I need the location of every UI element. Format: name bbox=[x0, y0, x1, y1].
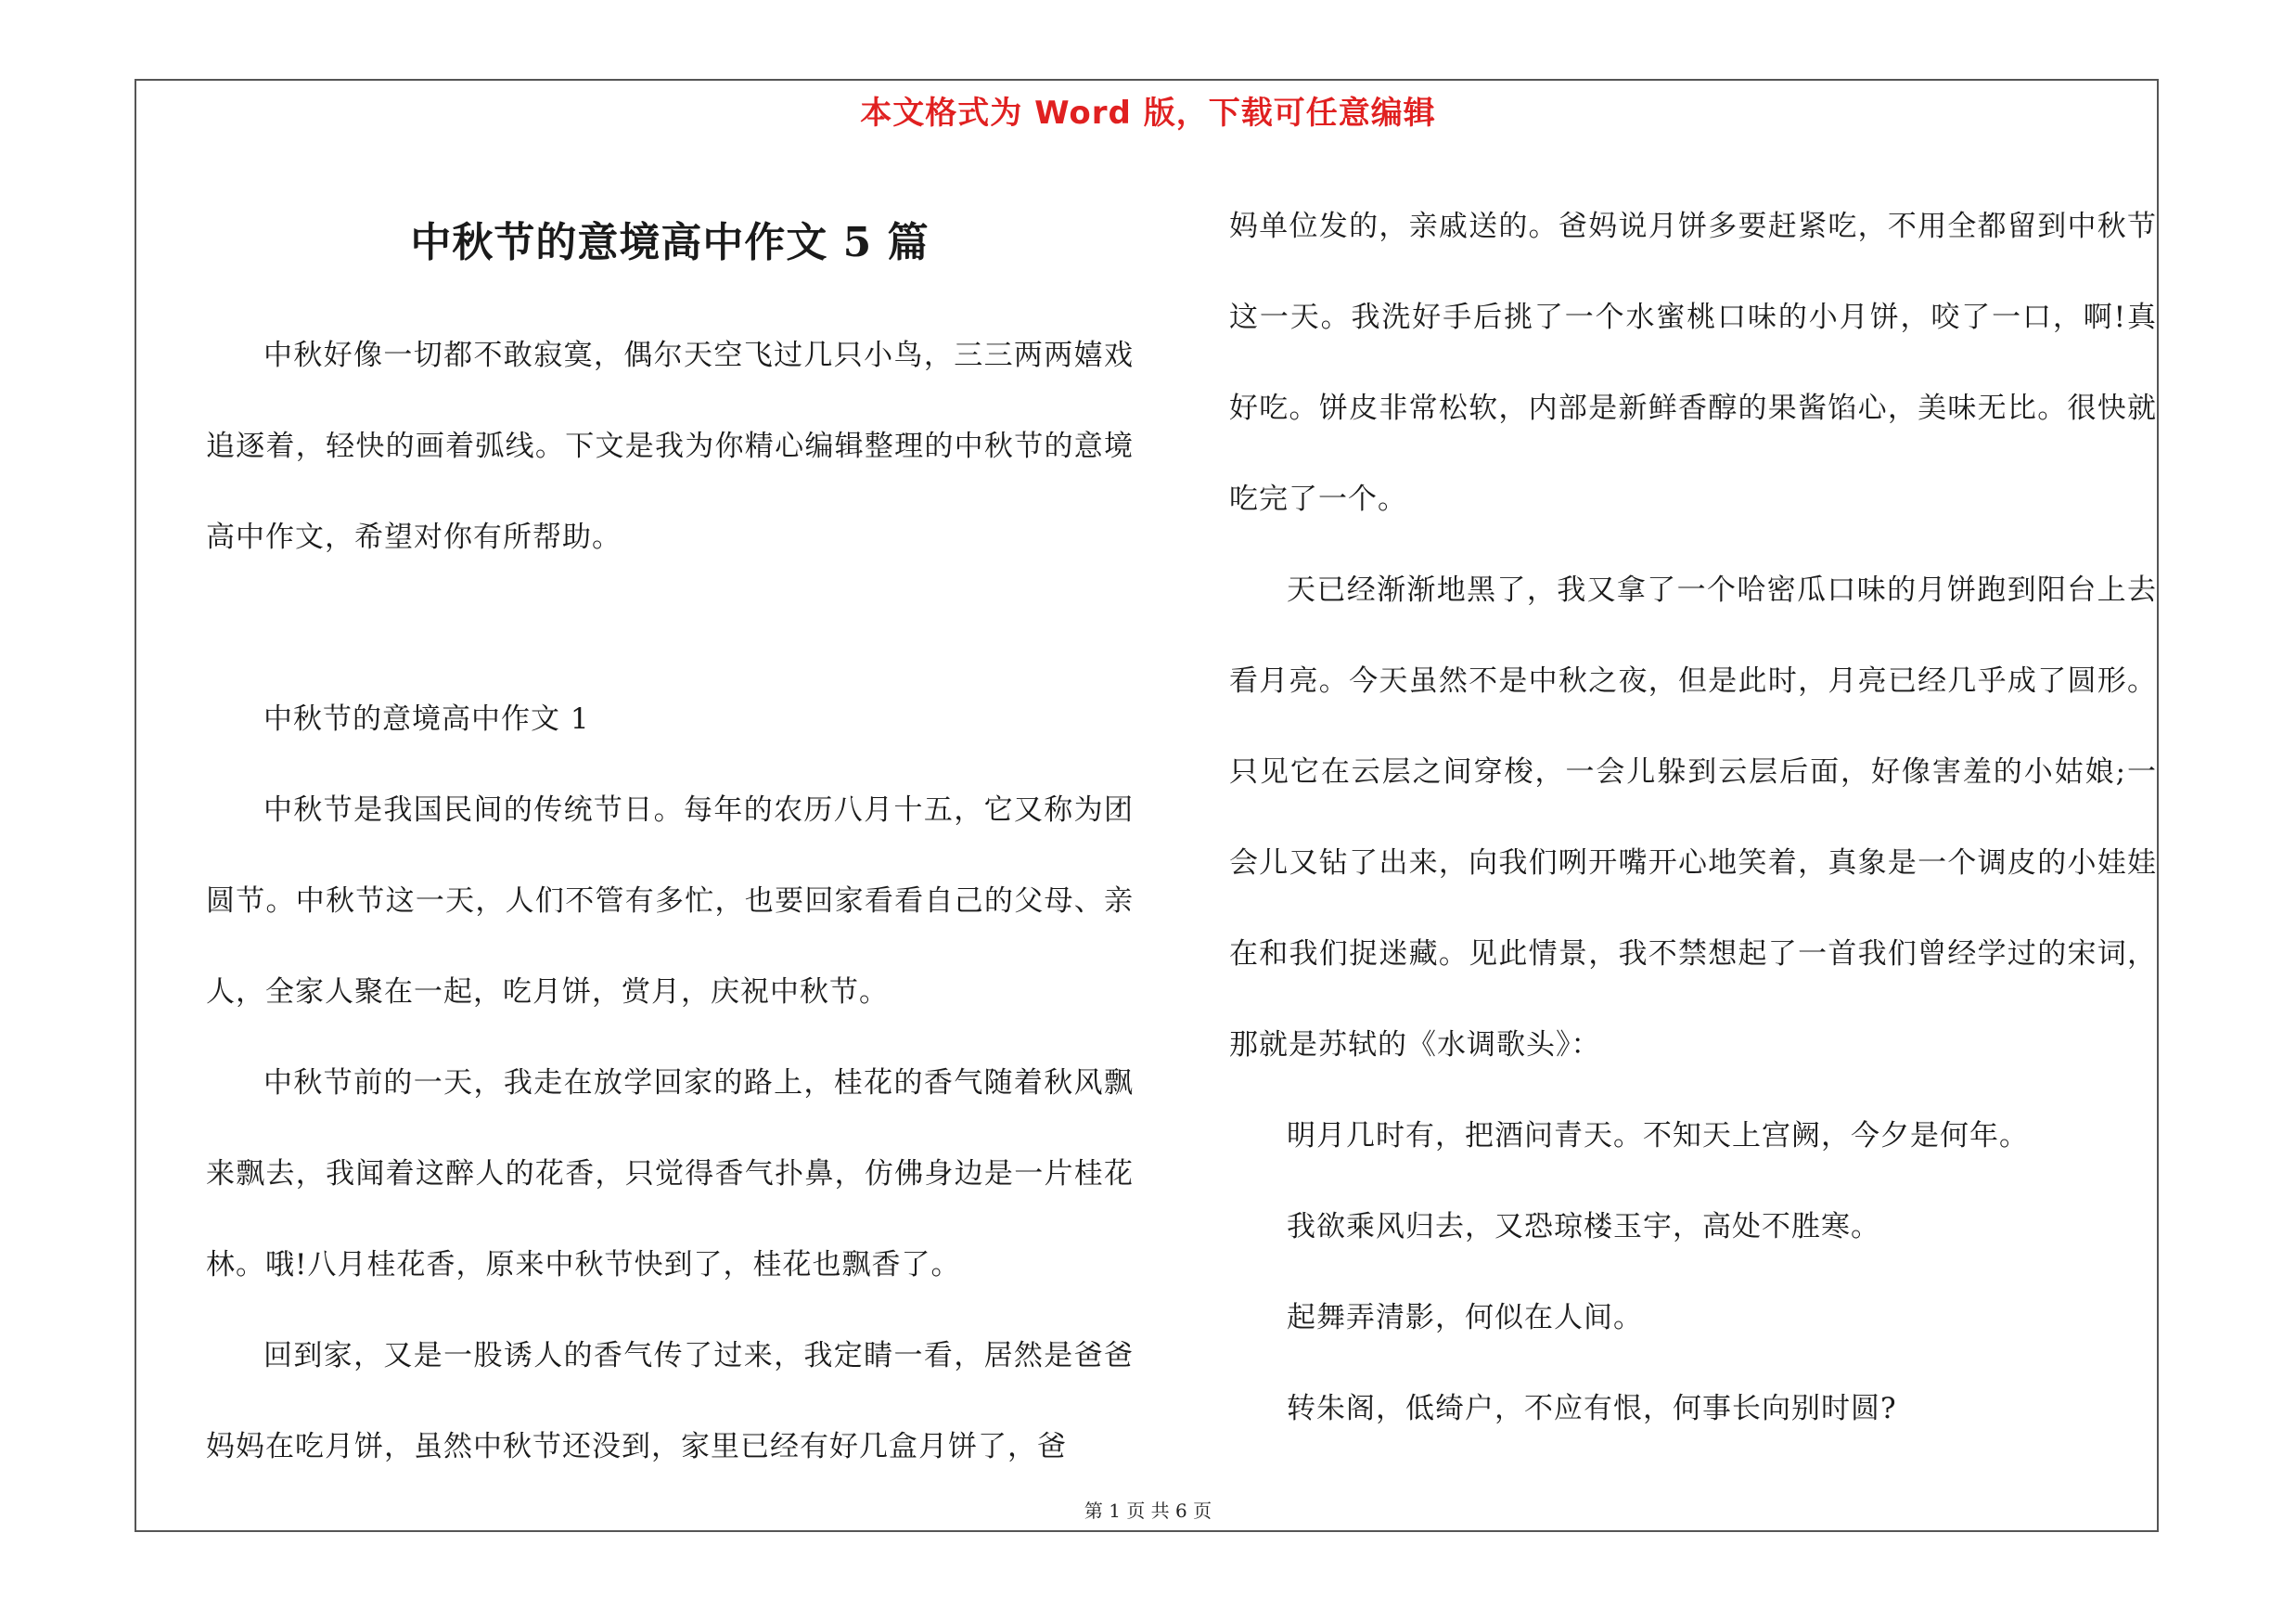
page-number: 第 1 页 共 6 页 bbox=[1084, 1500, 1212, 1522]
paragraph: 中秋节是我国民间的传统节日。每年的农历八月十五，它又称为团圆节。中秋节这一天，人们不管有多忙，也要回家看看自己的父母、亲人，全家人聚在一起，吃月饼，赏月，庆祝中秋节。 bbox=[206, 793, 1134, 1009]
intro-paragraph: 中秋好像一切都不敢寂寞，偶尔天空飞过几只小鸟，三三两两嬉戏追逐着，轻快的画着弧线。下文是我为你精心编辑整理的中秋节的意境高中作文，希望对你有所帮助。 bbox=[206, 339, 1134, 554]
paragraph: 中秋节前的一天，我走在放学回家的路上，桂花的香气随着秋风飘来飘去，我闻着这醉人的花香，只觉得香气扑鼻，仿佛身边是一片桂花林。哦!八月桂花香，原来中秋节快到了，桂花也飘香了。 bbox=[206, 1066, 1134, 1282]
spacer bbox=[206, 583, 1134, 674]
format-banner: 本文格式为 Word 版，下载可任意编辑 bbox=[860, 95, 1436, 132]
paragraph: 妈单位发的，亲戚送的。爸妈说月饼多要赶紧吃，不用全都留到中秋节这一天。我洗好手后挑了一个水蜜桃口味的小月饼，咬了一口，啊!真好吃。饼皮非常松软，内部是新鲜香醇的果酱馅心，美味无比。很快就吃完了一个。 bbox=[1229, 210, 2157, 516]
poem-line: 明月几时有，把酒问青天。不知天上宫阙，今夕是何年。 bbox=[1287, 1119, 2029, 1153]
right-column bbox=[1229, 181, 2157, 1454]
poem-line: 起舞弄清影，何似在人间。 bbox=[1287, 1301, 1643, 1334]
paragraph: 回到家，又是一股诱人的香气传了过来，我定睛一看，居然是爸爸妈妈在吃月饼，虽然中秋节还没到，家里已经有好几盒月饼了，爸 bbox=[206, 1339, 1134, 1463]
paragraph: 天已经渐渐地黑了，我又拿了一个哈密瓜口味的月饼跑到阳台上去看月亮。今天虽然不是中秋之夜，但是此时，月亮已经几乎成了圆形。只见它在云层之间穿梭，一会儿躲到云层后面，好像害羞的小姑娘;一会儿又钻了出来，向我们咧开嘴开心地笑着，真象是一个调皮的小娃娃在和我们捉迷藏。见此情景，我不禁想起了一首我们曾经学过的宋词，那就是苏轼的《水调歌头》： bbox=[1229, 573, 2157, 1062]
left-column bbox=[206, 158, 1134, 1492]
poem-line: 我欲乘风归去，又恐琼楼玉宇，高处不胜寒。 bbox=[1287, 1210, 1880, 1243]
document-title: 中秋节的意境高中作文 5 篇 bbox=[410, 219, 930, 266]
poem-line: 转朱阁，低绮户，不应有恨，何事长向别时圆? bbox=[1287, 1392, 1897, 1425]
section-heading: 中秋节的意境高中作文 1 bbox=[263, 702, 590, 736]
